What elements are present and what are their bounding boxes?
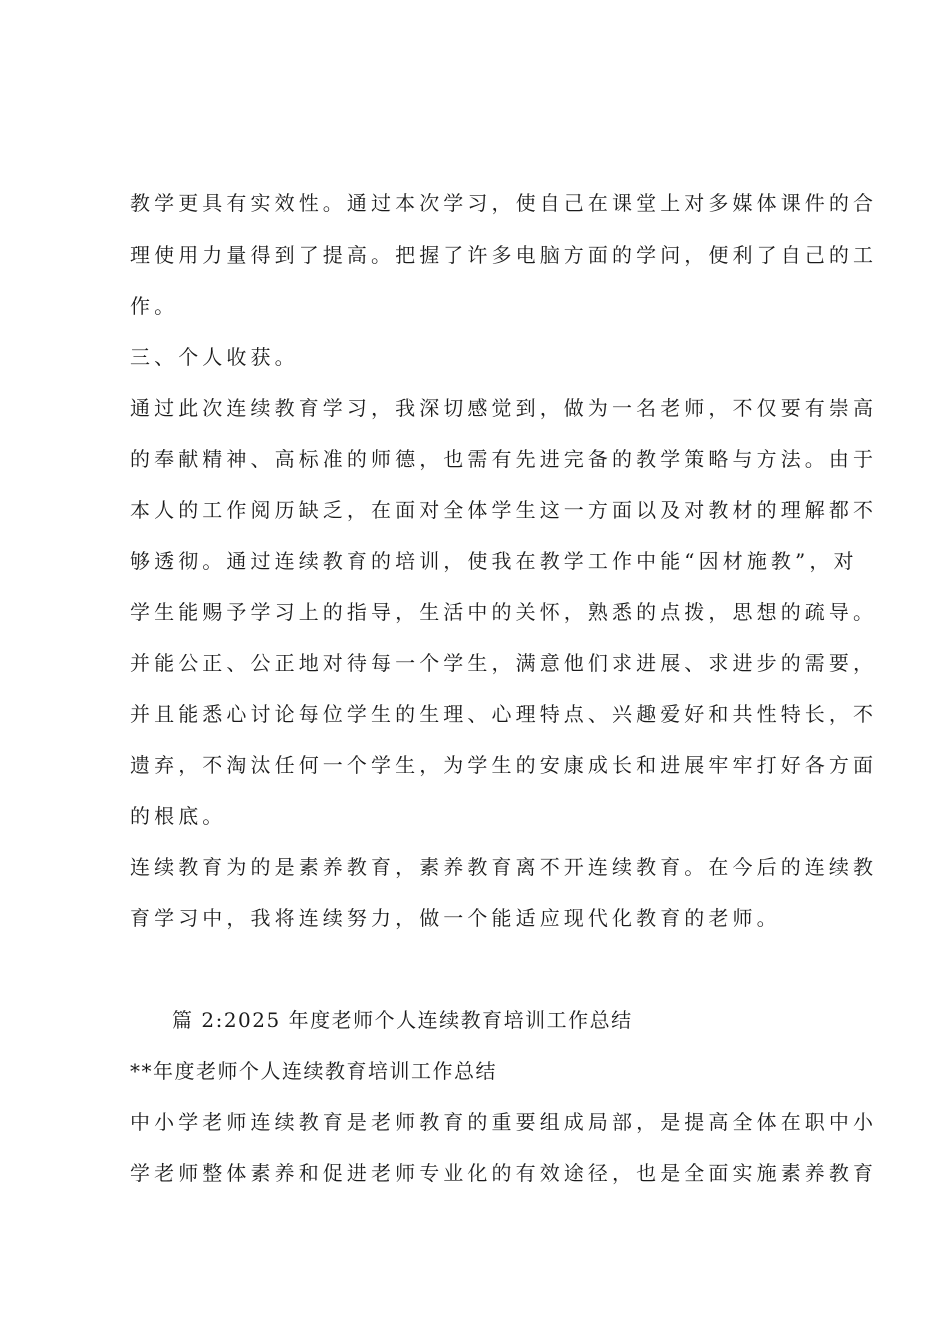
paragraph-line: 育学习中，我将连续努力，做一个能适应现代化教育的老师。 xyxy=(130,906,781,930)
paragraph-line: 的根底。 xyxy=(130,804,227,828)
paragraph-line: 够透彻。通过连续教育的培训，使我在教学工作中能“因材施教”，对 xyxy=(130,549,858,573)
article-title: 篇 2:2025 年度老师个人连续教育培训工作总结 xyxy=(172,1008,633,1032)
paragraph-line: 教学更具有实效性。通过本次学习，使自己在课堂上对多媒体课件的合 xyxy=(130,191,878,215)
article-subtitle: **年度老师个人连续教育培训工作总结 xyxy=(130,1059,497,1083)
section-heading: 三、个人收获。 xyxy=(130,345,299,369)
paragraph-line: 学老师整体素养和促进老师专业化的有效途径，也是全面实施素养教育 xyxy=(130,1161,878,1185)
paragraph-line: 作。 xyxy=(130,294,179,318)
paragraph-line: 中小学老师连续教育是老师教育的重要组成局部，是提高全体在职中小 xyxy=(130,1110,878,1134)
paragraph-line: 的奉献精神、高标准的师德，也需有先进完备的教学策略与方法。由于 xyxy=(130,447,878,471)
paragraph-line: 学生能赐予学习上的指导，生活中的关怀，熟悉的点拨，思想的疏导。 xyxy=(130,600,878,624)
paragraph-line: 通过此次连续教育学习，我深切感觉到，做为一名老师，不仅要有崇高 xyxy=(130,396,878,420)
paragraph-line: 连续教育为的是素养教育，素养教育离不开连续教育。在今后的连续教 xyxy=(130,855,878,879)
paragraph-line: 理使用力量得到了提高。把握了许多电脑方面的学问，便利了自己的工 xyxy=(130,243,878,267)
paragraph-line: 并能公正、公正地对待每一个学生，满意他们求进展、求进步的需要， xyxy=(130,651,878,675)
paragraph-line: 本人的工作阅历缺乏，在面对全体学生这一方面以及对教材的理解都不 xyxy=(130,498,878,522)
paragraph-line: 遗弃，不淘汰任何一个学生，为学生的安康成长和进展牢牢打好各方面 xyxy=(130,753,878,777)
paragraph-line: 并且能悉心讨论每位学生的生理、心理特点、兴趣爱好和共性特长，不 xyxy=(130,702,878,726)
